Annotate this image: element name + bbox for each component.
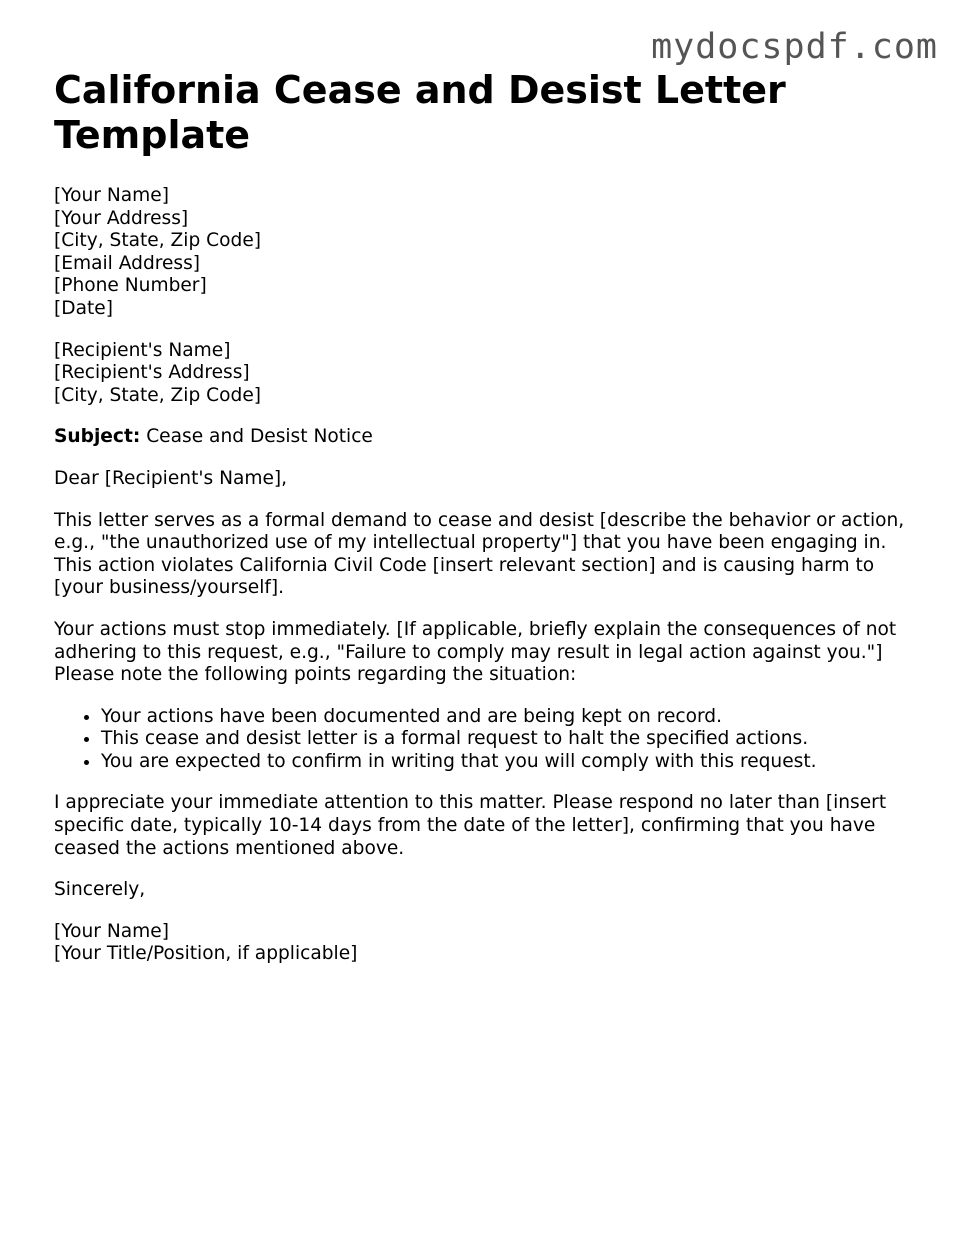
sender-email: [Email Address] <box>54 252 201 274</box>
greeting <box>54 468 924 491</box>
watermark: mydocspdf.com <box>651 27 938 67</box>
closing <box>54 879 924 902</box>
sender-name: [Your Name] <box>54 185 169 206</box>
subject-line <box>54 426 924 449</box>
list-item: • You are expected to confirm in writing that you will comply with this request. <box>101 751 924 774</box>
sender-address: [Your Address] <box>54 207 189 229</box>
list-item: • This cease and desist letter is a formal request to halt the specified actions. <box>101 728 924 751</box>
sender-city-state-zip: [City, State, Zip Code] <box>54 230 262 252</box>
closing-text: Sincerely, <box>54 879 146 901</box>
greeting-text: Dear [Recipient's Name], <box>54 467 288 489</box>
signature-block <box>54 921 924 966</box>
recipient-block <box>54 340 924 408</box>
subject-label: Subject: <box>54 426 141 448</box>
subject-text: Cease and Desist Notice <box>146 426 373 448</box>
page-title: California Cease and Desist Letter Template <box>54 68 786 157</box>
points-list <box>54 706 924 774</box>
paragraph-response <box>54 792 924 860</box>
paragraph-consequences-text: Your actions must stop immediately. [If applicable, briefly explain the consequences of not adhering to this request, e.g., "Failure to comply may result in legal action against you."] Please note the following points regarding the situation: <box>54 618 897 686</box>
signature-title: [Your Title/Position, if applicable] <box>54 943 358 965</box>
recipient-address: [Recipient's Address] <box>54 362 250 384</box>
document-page <box>54 68 924 966</box>
paragraph-demand-text: This letter serves as a formal demand to cease and desist [describe the behavior or action, e.g., "the unauthorized use of my intellectual property"] that you have been engaging in. This action violates California Civil Code [insert relevant section] and is causing harm to [your business/yourself]. <box>54 509 905 599</box>
recipient-name: [Recipient's Name] <box>54 339 231 361</box>
paragraph-response-text: I appreciate your immediate attention to this matter. Please respond no later than [insert specific date, typically 10-14 days from the date of the letter], confirming that you have ceased the actions mentioned above. <box>54 792 887 859</box>
sender-block <box>54 185 924 321</box>
paragraph-demand <box>54 510 924 600</box>
paragraph-consequences <box>54 619 924 687</box>
list-item: • Your actions have been documented and are being kept on record. <box>101 706 924 729</box>
signature-name: [Your Name] <box>54 920 169 942</box>
recipient-city-state-zip: [City, State, Zip Code] <box>54 384 262 406</box>
letter-date: [Date] <box>54 297 113 319</box>
sender-phone: [Phone Number] <box>54 275 207 297</box>
